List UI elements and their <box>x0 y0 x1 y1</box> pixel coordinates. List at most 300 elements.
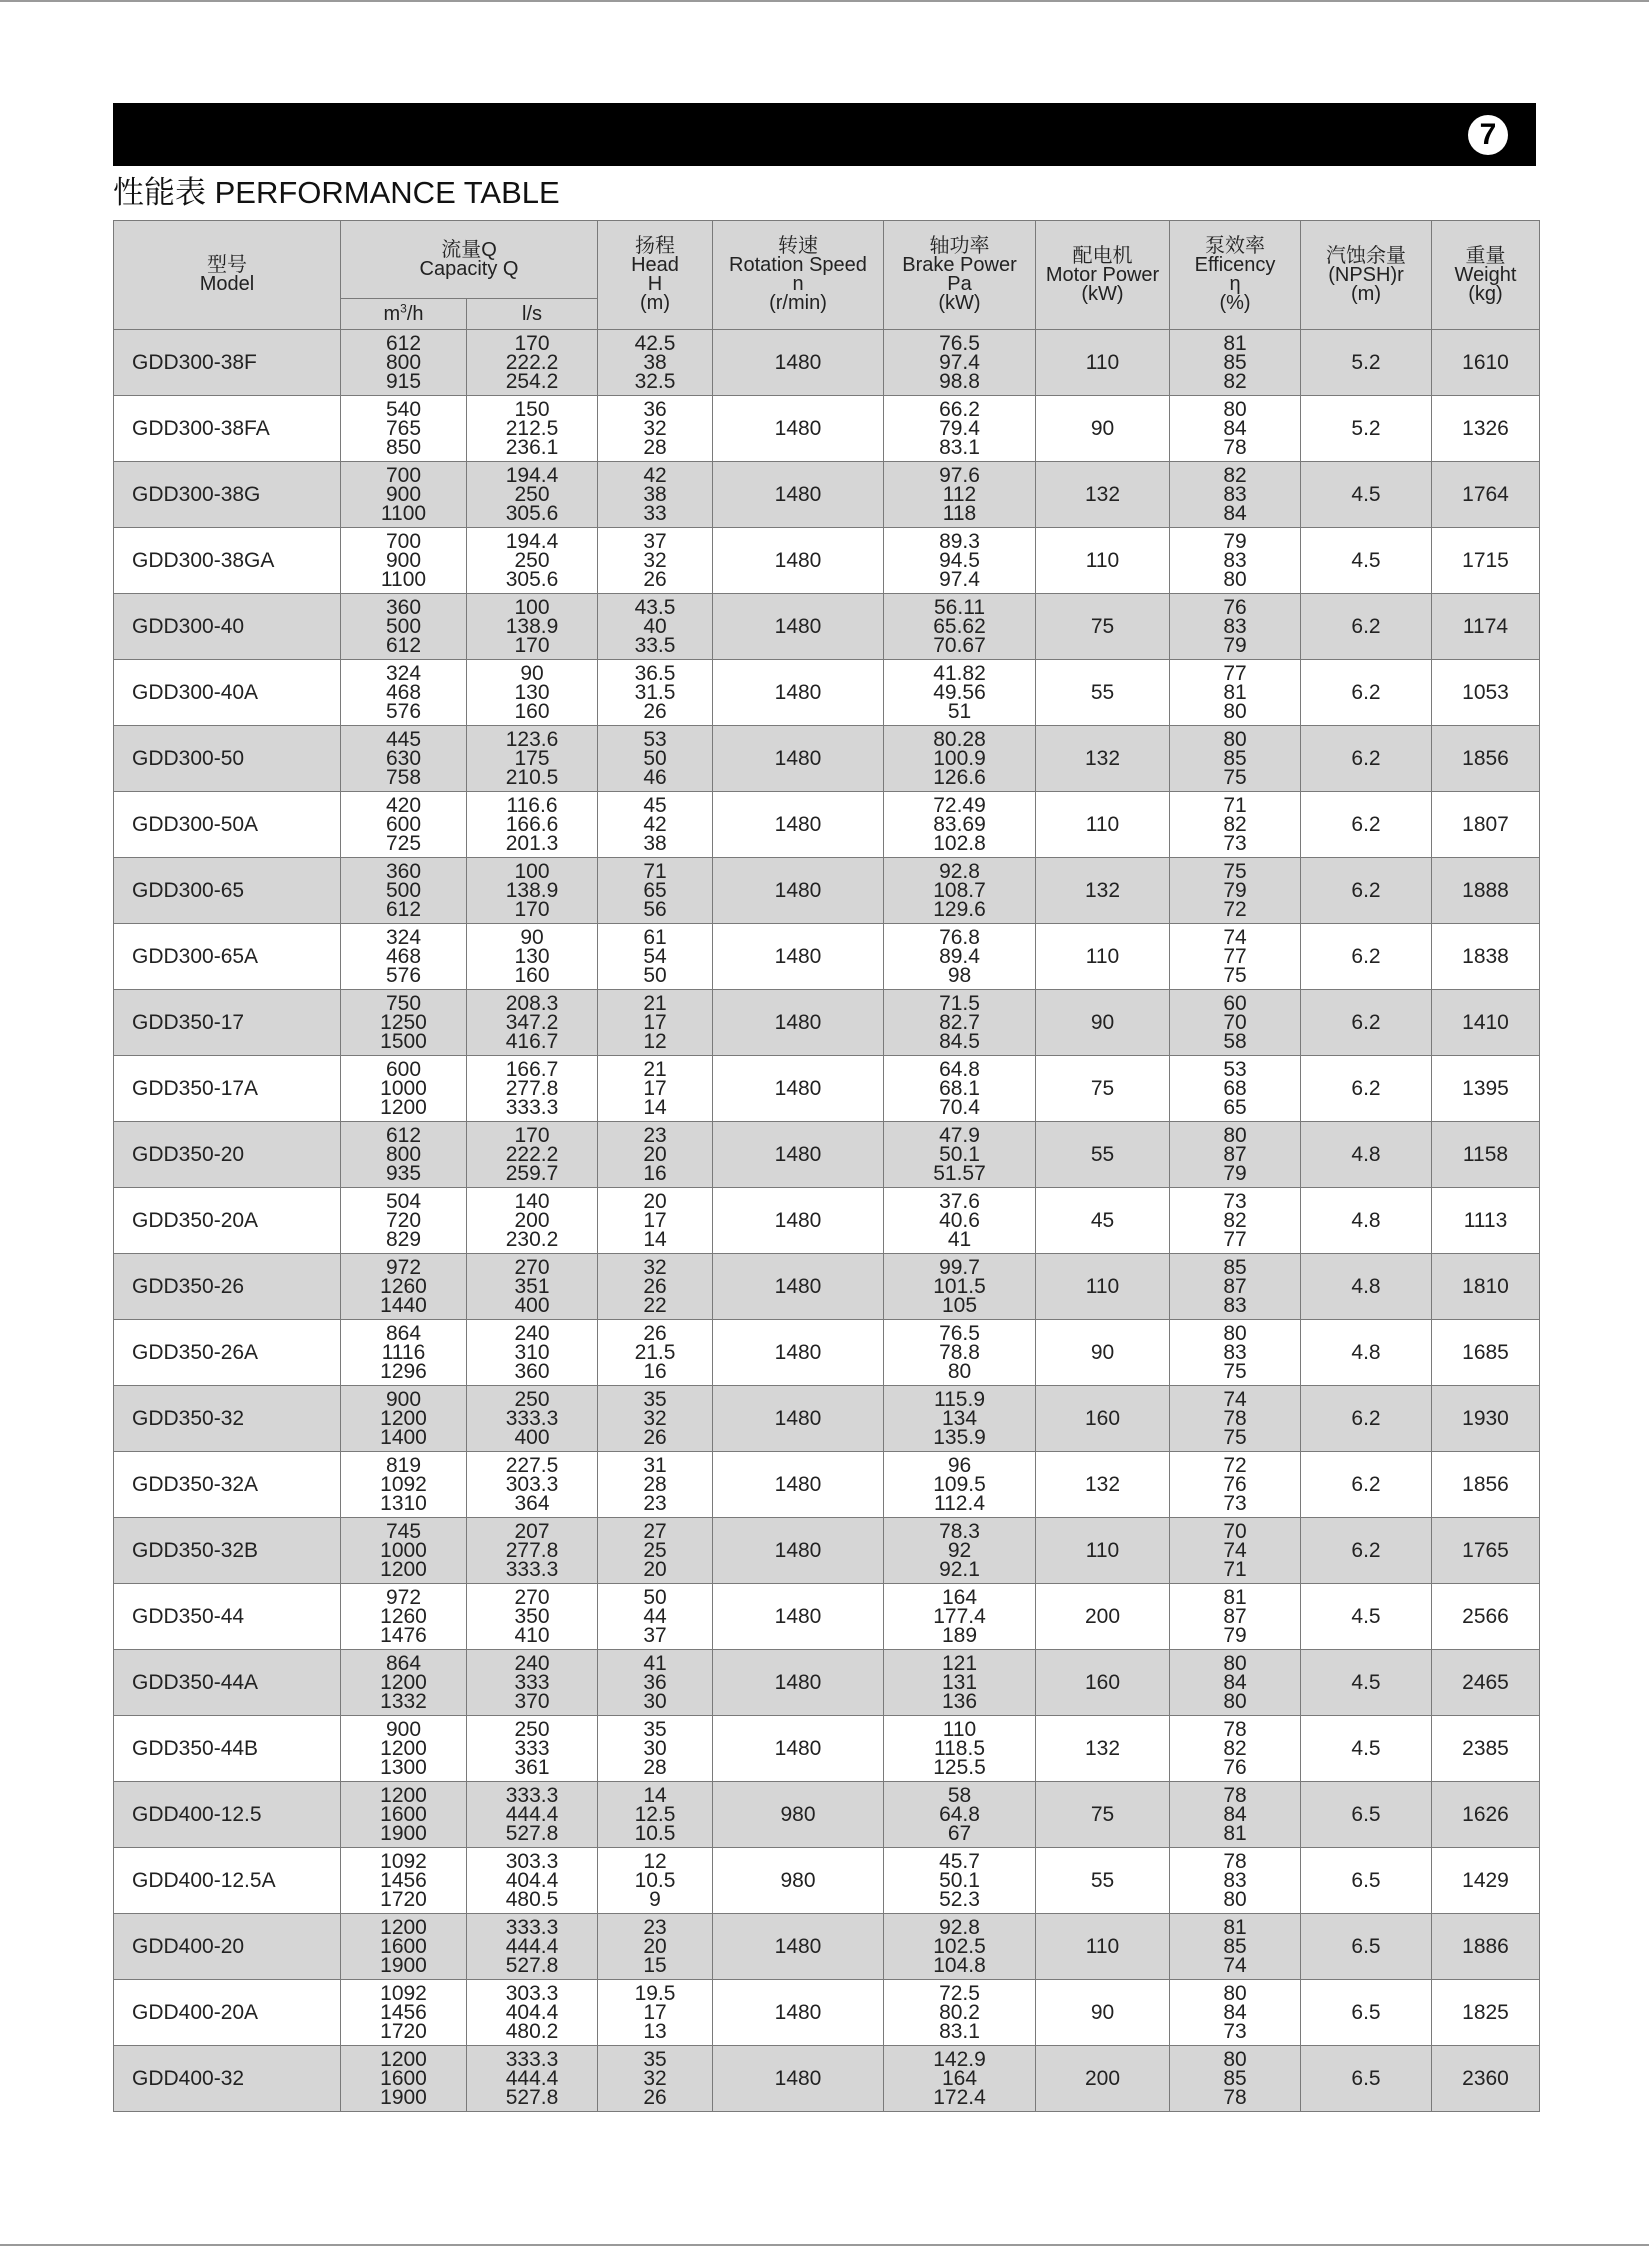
cell-value: 416.7 <box>505 1030 559 1053</box>
cell-value: 364 <box>514 1492 550 1515</box>
cell-value: 94.5 <box>939 549 980 572</box>
cell-value: 58 <box>1223 1030 1247 1053</box>
cell-value: 600 <box>385 813 422 836</box>
cell-value: 100 <box>514 860 550 883</box>
cell-value: 240 <box>514 1652 550 1675</box>
cell-value: 527.8 <box>505 1822 559 1845</box>
cell-value: 160 <box>514 964 550 987</box>
cell-value: 82 <box>1223 370 1247 393</box>
cell-motor: 55 <box>1036 1122 1170 1188</box>
cell-value: 79 <box>1223 879 1247 902</box>
cell-weight: 2385 <box>1432 1716 1540 1782</box>
cell-weight: 1838 <box>1432 924 1540 990</box>
cell-q-ls <box>467 1122 598 1188</box>
cell-q-ls <box>467 924 598 990</box>
cell-value: 80 <box>1223 1690 1247 1713</box>
cell-weight: 1610 <box>1432 330 1540 396</box>
cell-model: GDD400-32 <box>114 2046 341 2112</box>
table-row <box>114 1848 1540 1914</box>
cell-value: 333 <box>514 1671 550 1694</box>
cell-value: 1900 <box>380 1822 427 1845</box>
cell-value: 333.3 <box>505 1558 559 1581</box>
cell-value: 1092 <box>380 1982 427 2005</box>
cell-value: 77 <box>1223 945 1247 968</box>
cell-value: 104.8 <box>933 1954 986 1977</box>
cell-shaft <box>884 858 1036 924</box>
cell-value: 123.6 <box>505 728 559 751</box>
cell-model: GDD350-44B <box>114 1716 341 1782</box>
cell-eff <box>1170 924 1301 990</box>
cell-value: 700 <box>385 530 422 553</box>
cell-value: 36.5 <box>634 662 676 685</box>
cell-value: 100.9 <box>933 747 986 770</box>
cell-npsh: 6.5 <box>1301 1848 1432 1914</box>
cell-value: 101.5 <box>933 1275 986 1298</box>
cell-value: 1260 <box>380 1605 427 1628</box>
cell-q-ls <box>467 1452 598 1518</box>
cell-value: 76 <box>1223 1473 1247 1496</box>
table-row <box>114 990 1540 1056</box>
cell-value: 1500 <box>380 1030 427 1053</box>
cell-value: 22 <box>643 1294 667 1317</box>
cell-value: 49.56 <box>933 681 986 704</box>
cell-value: 14 <box>643 1784 667 1807</box>
cell-value: 19.5 <box>634 1982 676 2005</box>
table-row <box>114 1188 1540 1254</box>
cell-q-m3h <box>341 1320 467 1386</box>
cell-value: 360 <box>385 596 422 619</box>
cell-eff <box>1170 1584 1301 1650</box>
cell-value: 36 <box>643 1671 667 1694</box>
cell-value: 31 <box>643 1454 667 1477</box>
cell-q-ls <box>467 1188 598 1254</box>
cell-value: 333.3 <box>505 2048 559 2071</box>
cell-value: 1200 <box>380 1737 427 1760</box>
cell-value: 915 <box>385 370 422 393</box>
cell-value: 360 <box>385 860 422 883</box>
table-row <box>114 1386 1540 1452</box>
cell-q-ls <box>467 858 598 924</box>
cell-value: 78 <box>1223 1784 1247 1807</box>
cell-value: 20 <box>643 1935 667 1958</box>
cell-speed: 1480 <box>713 1650 884 1716</box>
cell-value: 121 <box>941 1652 978 1675</box>
cell-head <box>598 1980 713 2046</box>
cell-npsh: 6.5 <box>1301 1782 1432 1848</box>
cell-shaft <box>884 1650 1036 1716</box>
cell-value: 50.1 <box>939 1869 980 1892</box>
cell-value: 83.1 <box>939 436 980 459</box>
cell-value: 800 <box>385 1143 422 1166</box>
cell-motor: 55 <box>1036 1848 1170 1914</box>
cell-motor: 110 <box>1036 1914 1170 1980</box>
cell-value: 410 <box>514 1624 550 1647</box>
cell-value: 303.3 <box>505 1982 559 2005</box>
cell-shaft <box>884 330 1036 396</box>
cell-value: 28 <box>643 436 667 459</box>
cell-weight: 1807 <box>1432 792 1540 858</box>
cell-value: 51.57 <box>933 1162 986 1185</box>
cell-shaft <box>884 1188 1036 1254</box>
cell-value: 333.3 <box>505 1096 559 1119</box>
performance-table <box>113 220 1540 2112</box>
cell-value: 259.7 <box>505 1162 559 1185</box>
cell-value: 110 <box>942 1718 977 1741</box>
cell-value: 1476 <box>380 1624 427 1647</box>
cell-value: 310 <box>514 1341 550 1364</box>
cell-value: 504 <box>385 1190 422 1213</box>
cell-model: GDD350-17 <box>114 990 341 1056</box>
cell-value: 134 <box>941 1407 978 1430</box>
cell-value: 1440 <box>380 1294 427 1317</box>
cell-value: 445 <box>385 728 422 751</box>
cell-value: 164 <box>941 1586 978 1609</box>
cell-eff <box>1170 330 1301 396</box>
cell-value: 112 <box>942 483 977 506</box>
cell-head <box>598 528 713 594</box>
cell-value: 41 <box>643 1652 667 1675</box>
cell-q-ls <box>467 726 598 792</box>
cell-value: 79 <box>1223 530 1247 553</box>
cell-value: 130 <box>514 945 550 968</box>
cell-value: 38 <box>643 483 667 506</box>
cell-value: 1900 <box>380 1954 427 1977</box>
cell-value: 74 <box>1223 926 1247 949</box>
cell-value: 1092 <box>380 1850 427 1873</box>
cell-value: 84 <box>1223 2001 1247 2024</box>
table-row <box>114 1716 1540 1782</box>
cell-value: 13 <box>643 2020 667 2043</box>
cell-head <box>598 726 713 792</box>
cell-motor: 90 <box>1036 1980 1170 2046</box>
cell-speed: 1480 <box>713 462 884 528</box>
cell-motor: 110 <box>1036 528 1170 594</box>
cell-value: 80 <box>1223 398 1247 421</box>
cell-value: 26 <box>643 700 667 723</box>
cell-weight: 1764 <box>1432 462 1540 528</box>
cell-model: GDD300-38F <box>114 330 341 396</box>
cell-weight: 1856 <box>1432 1452 1540 1518</box>
cell-value: 97.4 <box>939 568 980 591</box>
cell-value: 630 <box>385 747 422 770</box>
cell-value: 76 <box>1223 1756 1247 1779</box>
cell-value: 164 <box>941 2067 978 2090</box>
cell-value: 50.1 <box>939 1143 980 1166</box>
table-row <box>114 1320 1540 1386</box>
cell-shaft <box>884 1452 1036 1518</box>
cell-model: GDD300-65 <box>114 858 341 924</box>
header-unit-ls: l/s <box>467 299 598 330</box>
cell-q-m3h <box>341 594 467 660</box>
table-row <box>114 528 1540 594</box>
cell-shaft <box>884 1980 1036 2046</box>
cell-value: 23 <box>643 1492 667 1515</box>
cell-head <box>598 2046 713 2112</box>
cell-motor: 200 <box>1036 1584 1170 1650</box>
cell-value: 92.1 <box>939 1558 980 1581</box>
cell-eff <box>1170 1650 1301 1716</box>
cell-value: 360 <box>514 1360 550 1383</box>
cell-model: GDD300-50A <box>114 792 341 858</box>
cell-speed: 1480 <box>713 1122 884 1188</box>
cell-shaft <box>884 1320 1036 1386</box>
cell-motor: 132 <box>1036 1716 1170 1782</box>
cell-value: 53 <box>643 728 667 751</box>
cell-eff <box>1170 1782 1301 1848</box>
cell-value: 208.3 <box>505 992 559 1015</box>
cell-value: 17 <box>643 1077 667 1100</box>
cell-model: GDD300-65A <box>114 924 341 990</box>
cell-npsh: 6.2 <box>1301 660 1432 726</box>
cell-shaft <box>884 1386 1036 1452</box>
cell-eff <box>1170 528 1301 594</box>
cell-value: 350 <box>514 1605 550 1628</box>
cell-value: 1296 <box>380 1360 427 1383</box>
cell-value: 140 <box>514 1190 550 1213</box>
cell-value: 170 <box>514 332 550 355</box>
cell-npsh: 4.8 <box>1301 1320 1432 1386</box>
cell-value: 74 <box>1223 1539 1247 1562</box>
cell-value: 166.7 <box>505 1058 559 1081</box>
cell-value: 71.5 <box>939 992 980 1015</box>
header-weight: 重量 Weight (kg) <box>1432 221 1540 330</box>
cell-value: 16 <box>643 1360 667 1383</box>
cell-value: 71 <box>1223 1558 1247 1581</box>
cell-q-m3h <box>341 528 467 594</box>
cell-value: 23 <box>643 1124 667 1147</box>
cell-npsh: 4.8 <box>1301 1254 1432 1320</box>
header-efficiency: 泵效率 Efficency η (%) <box>1170 221 1301 330</box>
cell-value: 1600 <box>380 1803 427 1826</box>
cell-value: 71 <box>1223 794 1247 817</box>
cell-weight: 1429 <box>1432 1848 1540 1914</box>
cell-value: 1200 <box>380 1096 427 1119</box>
cell-head <box>598 1188 713 1254</box>
cell-value: 17 <box>643 1209 667 1232</box>
cell-speed: 1480 <box>713 1518 884 1584</box>
cell-value: 98 <box>947 964 972 987</box>
cell-head <box>598 1056 713 1122</box>
cell-value: 85 <box>1223 747 1247 770</box>
cell-q-ls <box>467 1782 598 1848</box>
cell-model: GDD350-20 <box>114 1122 341 1188</box>
cell-head <box>598 1386 713 1452</box>
table-row <box>114 1782 1540 1848</box>
cell-value: 126.6 <box>933 766 986 789</box>
cell-value: 78 <box>1223 436 1247 459</box>
cell-model: GDD300-38GA <box>114 528 341 594</box>
cell-shaft <box>884 528 1036 594</box>
header-motor-power: 配电机 Motor Power (kW) <box>1036 221 1170 330</box>
cell-value: 80 <box>1223 1982 1247 2005</box>
cell-value: 21 <box>643 992 667 1015</box>
cell-head <box>598 1650 713 1716</box>
cell-value: 612 <box>385 1124 422 1147</box>
cell-value: 28 <box>643 1473 667 1496</box>
cell-value: 67 <box>947 1822 972 1845</box>
cell-q-m3h <box>341 1914 467 1980</box>
cell-value: 31.5 <box>634 681 676 704</box>
cell-value: 1100 <box>380 502 427 525</box>
cell-head <box>598 924 713 990</box>
cell-value: 30 <box>643 1737 667 1760</box>
cell-q-ls <box>467 462 598 528</box>
cell-value: 935 <box>385 1162 422 1185</box>
cell-speed: 1480 <box>713 1056 884 1122</box>
cell-value: 42 <box>643 464 667 487</box>
cell-value: 240 <box>514 1322 550 1345</box>
cell-speed: 1480 <box>713 660 884 726</box>
cell-q-ls <box>467 330 598 396</box>
cell-value: 72 <box>1223 1454 1247 1477</box>
cell-weight: 1174 <box>1432 594 1540 660</box>
cell-value: 972 <box>385 1586 422 1609</box>
cell-q-ls <box>467 1980 598 2046</box>
cell-value: 83 <box>1223 483 1247 506</box>
cell-value: 21 <box>643 1058 667 1081</box>
cell-weight: 1715 <box>1432 528 1540 594</box>
cell-value: 118 <box>942 502 977 525</box>
cell-q-m3h <box>341 792 467 858</box>
cell-value: 83 <box>1223 1294 1247 1317</box>
cell-value: 84.5 <box>939 1030 980 1053</box>
cell-value: 333.3 <box>505 1916 559 1939</box>
cell-value: 150 <box>514 398 550 421</box>
cell-value: 480.5 <box>505 1888 559 1911</box>
cell-eff <box>1170 1518 1301 1584</box>
cell-head <box>598 660 713 726</box>
cell-value: 900 <box>385 549 422 572</box>
cell-speed: 1480 <box>713 1584 884 1650</box>
cell-q-m3h <box>341 858 467 924</box>
cell-value: 600 <box>385 1058 422 1081</box>
cell-shaft <box>884 462 1036 528</box>
cell-speed: 1480 <box>713 726 884 792</box>
cell-model: GDD400-12.5 <box>114 1782 341 1848</box>
cell-value: 42 <box>643 813 667 836</box>
cell-value: 720 <box>385 1209 422 1232</box>
cell-weight: 1825 <box>1432 1980 1540 2046</box>
cell-value: 108.7 <box>933 879 986 902</box>
cell-value: 51 <box>947 700 972 723</box>
cell-value: 303.3 <box>505 1850 559 1873</box>
cell-value: 38 <box>643 832 667 855</box>
cell-value: 50 <box>643 964 667 987</box>
cell-value: 80 <box>1223 1124 1247 1147</box>
cell-q-m3h <box>341 660 467 726</box>
cell-q-ls <box>467 594 598 660</box>
cell-q-ls <box>467 660 598 726</box>
header-npsh: 汽蚀余量 (NPSH)r (m) <box>1301 221 1432 330</box>
cell-npsh: 6.5 <box>1301 1914 1432 1980</box>
cell-value: 1200 <box>380 1671 427 1694</box>
cell-npsh: 6.2 <box>1301 594 1432 660</box>
cell-value: 80.28 <box>933 728 986 751</box>
cell-value: 1332 <box>380 1690 427 1713</box>
cell-npsh: 6.2 <box>1301 924 1432 990</box>
cell-q-ls <box>467 1386 598 1452</box>
cell-value: 700 <box>385 464 422 487</box>
cell-value: 80 <box>1223 1652 1247 1675</box>
cell-value: 75 <box>1223 1426 1247 1449</box>
cell-value: 112.4 <box>934 1492 985 1515</box>
cell-motor: 160 <box>1036 1386 1170 1452</box>
cell-value: 92 <box>947 1539 972 1562</box>
cell-value: 254.2 <box>505 370 559 393</box>
cell-value: 142.9 <box>933 2048 986 2071</box>
cell-value: 222.2 <box>505 351 559 374</box>
table-row <box>114 1452 1540 1518</box>
header-capacity: 流量Q Capacity Q <box>341 221 598 299</box>
cell-value: 527.8 <box>505 1954 559 1977</box>
cell-head <box>598 1914 713 1980</box>
cell-eff <box>1170 1848 1301 1914</box>
cell-value: 1200 <box>380 1558 427 1581</box>
table-row <box>114 330 1540 396</box>
cell-value: 1456 <box>380 2001 427 2024</box>
cell-value: 75 <box>1223 964 1247 987</box>
cell-value: 26 <box>643 568 667 591</box>
cell-value: 1720 <box>380 2020 427 2043</box>
cell-q-ls <box>467 1914 598 1980</box>
cell-value: 1200 <box>380 1784 427 1807</box>
cell-q-ls <box>467 1254 598 1320</box>
page-number-badge: 7 <box>1468 115 1508 155</box>
cell-value: 81 <box>1223 1586 1247 1609</box>
cell-value: 81 <box>1223 1822 1247 1845</box>
cell-value: 16 <box>643 1162 667 1185</box>
table-row <box>114 462 1540 528</box>
cell-value: 819 <box>385 1454 422 1477</box>
cell-value: 160 <box>514 700 550 723</box>
cell-value: 78 <box>1223 2086 1247 2109</box>
cell-speed: 1480 <box>713 1386 884 1452</box>
cell-value: 1000 <box>380 1539 427 1562</box>
cell-value: 85 <box>1223 351 1247 374</box>
table-row <box>114 792 1540 858</box>
cell-value: 76.8 <box>939 926 980 949</box>
cell-value: 135.9 <box>933 1426 986 1449</box>
cell-value: 576 <box>385 964 422 987</box>
cell-value: 97.4 <box>939 351 980 374</box>
cell-model: GDD350-32 <box>114 1386 341 1452</box>
cell-value: 9 <box>649 1888 661 1911</box>
cell-q-ls <box>467 1584 598 1650</box>
cell-weight: 1810 <box>1432 1254 1540 1320</box>
cell-value: 138.9 <box>505 615 559 638</box>
cell-value: 65 <box>1223 1096 1247 1119</box>
cell-value: 80 <box>1223 2048 1247 2071</box>
cell-q-ls <box>467 1320 598 1386</box>
cell-value: 72.49 <box>933 794 986 817</box>
cell-value: 87 <box>1223 1275 1247 1298</box>
cell-value: 1600 <box>380 2067 427 2090</box>
cell-value: 765 <box>385 417 422 440</box>
table-row <box>114 1518 1540 1584</box>
cell-eff <box>1170 396 1301 462</box>
cell-shaft <box>884 2046 1036 2112</box>
cell-npsh: 5.2 <box>1301 330 1432 396</box>
cell-value: 210.5 <box>505 766 559 789</box>
cell-motor: 132 <box>1036 1452 1170 1518</box>
cell-value: 28 <box>643 1756 667 1779</box>
cell-value: 79 <box>1223 1162 1247 1185</box>
cell-value: 23 <box>643 1916 667 1939</box>
cell-value: 80 <box>947 1360 972 1383</box>
cell-value: 236.1 <box>505 436 559 459</box>
cell-value: 333.3 <box>505 1407 559 1430</box>
cell-motor: 110 <box>1036 330 1170 396</box>
